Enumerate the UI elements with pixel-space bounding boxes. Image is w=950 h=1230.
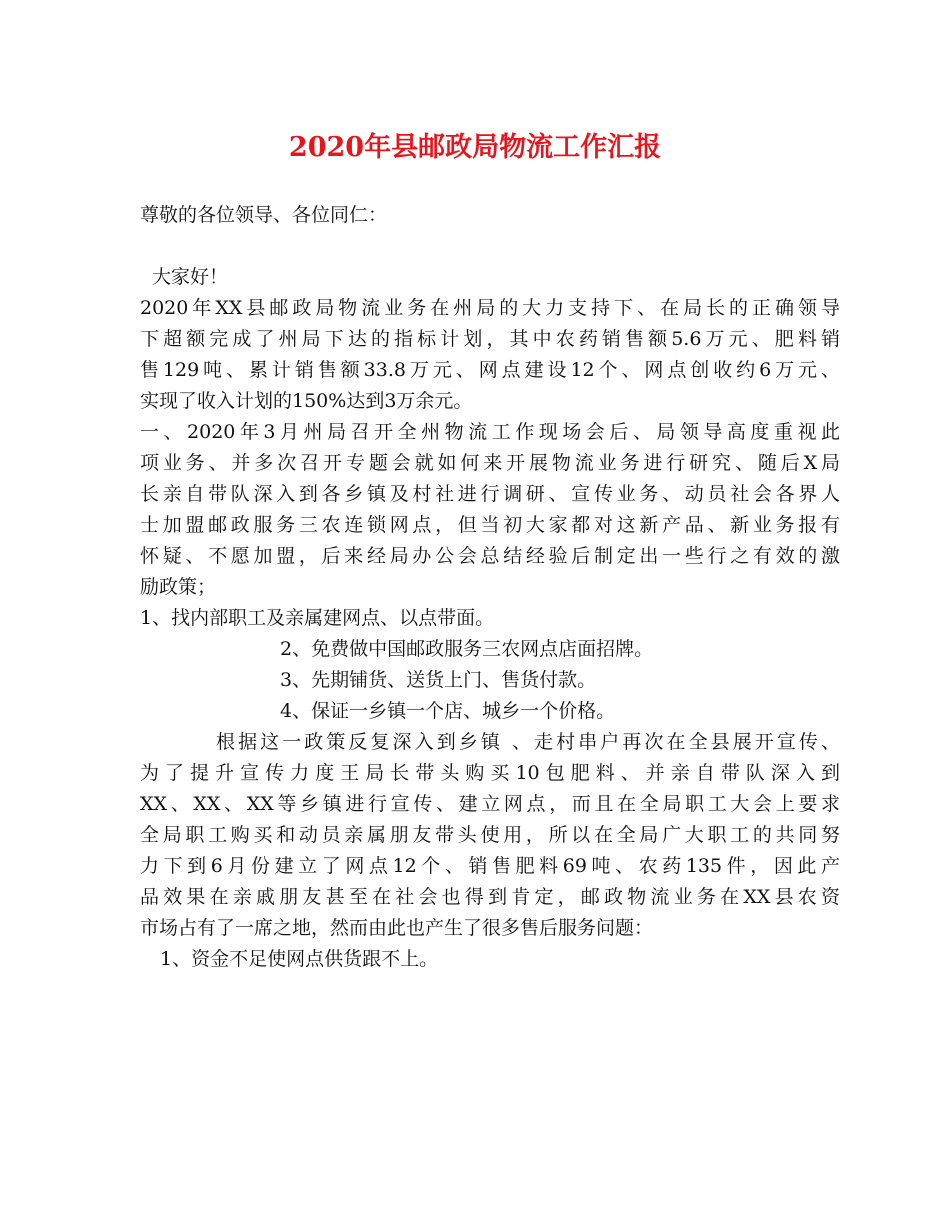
text-line: 为了提升宣传力度王局长带头购买10包肥料、并亲自带队深入到 <box>140 762 840 784</box>
text-line: 全局职工购买和动员亲属朋友带头使用，所以在全局广大职工的共同努 <box>140 824 840 846</box>
salutation: 尊敬的各位领导、各位同仁： <box>140 204 388 226</box>
paragraph-promotion <box>140 727 840 944</box>
text-line: 品效果在亲戚朋友甚至在社会也得到肯定，邮政物流业务在XX县农资 <box>140 886 840 908</box>
paragraph-summary <box>140 293 840 417</box>
text-line: 长亲自带队深入到各乡镇及村社进行调研、宣传业务、动员社会各界人 <box>140 483 840 505</box>
text-line: 励政策； <box>140 576 217 598</box>
greeting: 大家好！ <box>152 266 229 288</box>
list-item-funding: 1、资金不足使网点供货跟不上。 <box>160 948 439 970</box>
blank-line <box>140 231 840 262</box>
list-item-2: 2、免费做中国邮政服务三农网点店面招牌。 <box>280 638 654 660</box>
text-line: 力下到6月份建立了网点12个、销售肥料69吨、农药135件，因此产 <box>140 855 840 877</box>
text-line: 下超额完成了州局下达的指标计划，其中农药销售额5.6万元、肥料销 <box>140 328 840 350</box>
text-line: 项业务、并多次召开专题会就如何来开展物流业务进行研究、随后X局 <box>140 452 840 474</box>
document-title: 2020年县邮政局物流工作汇报 <box>288 132 662 163</box>
list-item-3: 3、先期铺货、送货上门、售货付款。 <box>280 669 597 691</box>
text-line: 根据这一政策反复深入到乡镇 、走村串户再次在全县展开宣传、 <box>216 731 840 753</box>
list-item-1: 1、找内部职工及亲属建网点、以点带面。 <box>140 607 495 629</box>
paragraph-section-one <box>140 417 840 603</box>
text-line: 士加盟邮政服务三农连锁网点，但当初大家都对这新产品、新业务报有 <box>140 514 840 536</box>
document-body <box>140 200 840 975</box>
text-line: 实现了收入计划的150%达到3万余元。 <box>140 390 473 412</box>
text-line: 2020年XX县邮政局物流业务在州局的大力支持下、在局长的正确领导 <box>140 297 840 319</box>
text-line: 售129吨、累计销售额33.8万元、网点建设12个、网点创收约6万元、 <box>140 359 840 381</box>
text-line: 怀疑、不愿加盟，后来经局办公会总结经验后制定出一些行之有效的激 <box>140 545 840 567</box>
list-item-4: 4、保证一乡镇一个店、城乡一个价格。 <box>280 700 616 722</box>
text-line: 市场占有了一席之地，然而由此也产生了很多售后服务问题： <box>140 917 654 939</box>
text-line: 一、2020年3月州局召开全州物流工作现场会后、局领导高度重视此 <box>140 421 840 443</box>
text-line: XX、XX、XX等乡镇进行宣传、建立网点，而且在全局职工大会上要求 <box>140 793 840 815</box>
